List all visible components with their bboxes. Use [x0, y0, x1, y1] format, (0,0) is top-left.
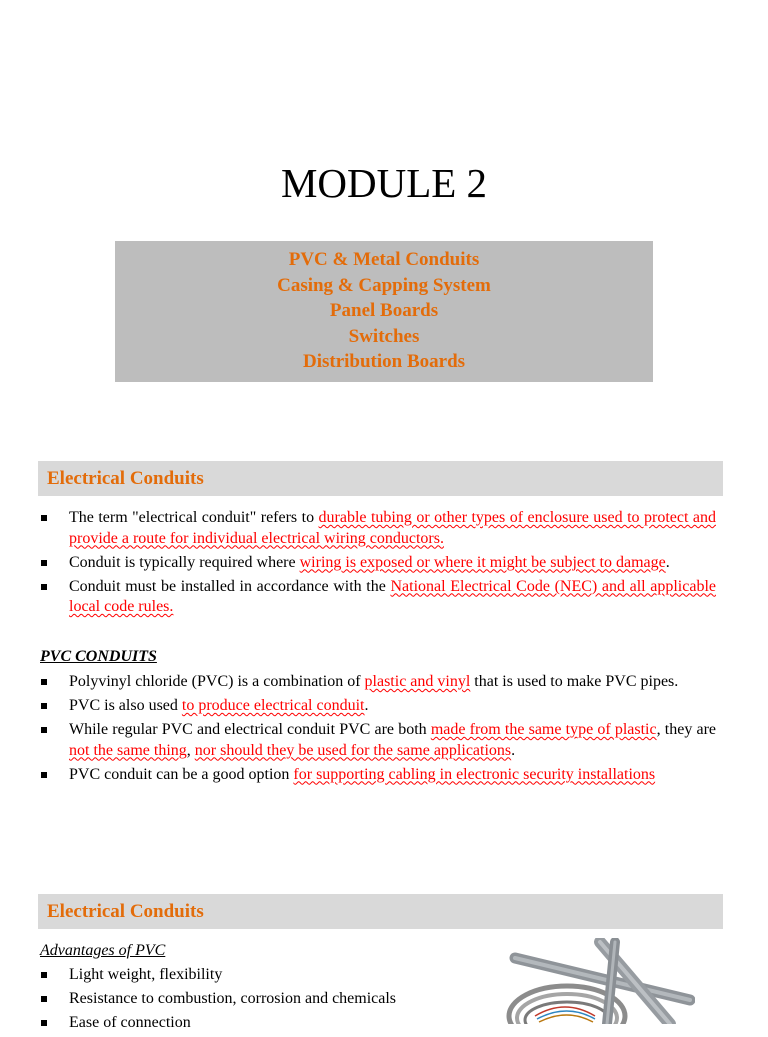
bullet-text: .: [364, 697, 369, 714]
highlighted-text: not the same thing: [69, 741, 187, 759]
topic-item: Casing & Capping System: [277, 274, 491, 296]
list-item: [38, 696, 716, 717]
list-item: [38, 720, 716, 761]
bullet-text: Conduit must be installed in accordance with the: [69, 577, 391, 595]
bullet-text: The term "electrical conduit" refers to: [69, 509, 319, 526]
highlighted-text: nor should they be used for the same applications: [194, 741, 512, 759]
bullet-text: PVC conduit can be a good option: [69, 765, 294, 783]
bullet-text: .: [665, 553, 670, 571]
topic-item: Panel Boards: [329, 300, 439, 322]
highlighted-text: National Electrical Code (NEC) and all applicable local code rules.: [69, 577, 716, 615]
pvc-conduits-heading: PVC CONDUITS: [40, 648, 157, 665]
bullet-text: that is used to make PVC pipes.: [470, 673, 679, 690]
highlighted-text: wiring is exposed or where it might be subject to damage: [299, 553, 666, 571]
advantages-heading: Advantages of PVC: [40, 942, 166, 959]
list-item: [38, 577, 716, 618]
bullet-text: PVC is also used: [69, 697, 182, 714]
section-heading: Electrical Conduits: [38, 461, 723, 496]
topic-item: PVC & Metal Conduits: [288, 249, 480, 270]
bullet-text: ,: [186, 741, 195, 759]
pvc-bullet-list: [38, 672, 716, 789]
topics-box: [115, 241, 653, 382]
list-item: [38, 553, 716, 574]
bullet-text: Polyvinyl chloride (PVC) is a combination of: [69, 673, 365, 690]
section-heading: Electrical Conduits: [38, 894, 723, 929]
list-item: Ease of connection: [38, 1013, 478, 1034]
list-item: [38, 672, 716, 693]
highlighted-text: durable tubing or other types of enclosure used to protect and provide a route for individual electrical wiring conductors.: [69, 509, 716, 547]
bullet-text: .: [511, 741, 516, 759]
conduit-bullet-list: [38, 508, 716, 621]
bullet-text: Conduit is typically required where: [69, 553, 300, 571]
highlighted-text: made from the same type of plastic: [430, 721, 657, 738]
bullet-text: While regular PVC and electrical conduit PVC are both: [69, 721, 431, 738]
advantages-list: [38, 965, 478, 1037]
list-item: Light weight, flexibility: [38, 965, 478, 986]
highlighted-text: plastic and vinyl: [364, 673, 471, 690]
bullet-text: , they are: [656, 721, 717, 738]
list-item: [38, 765, 716, 786]
highlighted-text: for supporting cabling in electronic security installations: [293, 765, 656, 783]
pvc-pipes-image: [505, 938, 695, 1024]
highlighted-text: to produce electrical conduit: [181, 697, 365, 714]
topic-item: Switches: [348, 325, 420, 347]
list-item: [38, 508, 716, 549]
topic-item: Distribution Boards: [302, 351, 466, 373]
module-title: MODULE 2: [280, 160, 488, 206]
list-item: Resistance to combustion, corrosion and chemicals: [38, 989, 478, 1010]
pvc-pipes-illustration: [505, 938, 695, 1024]
